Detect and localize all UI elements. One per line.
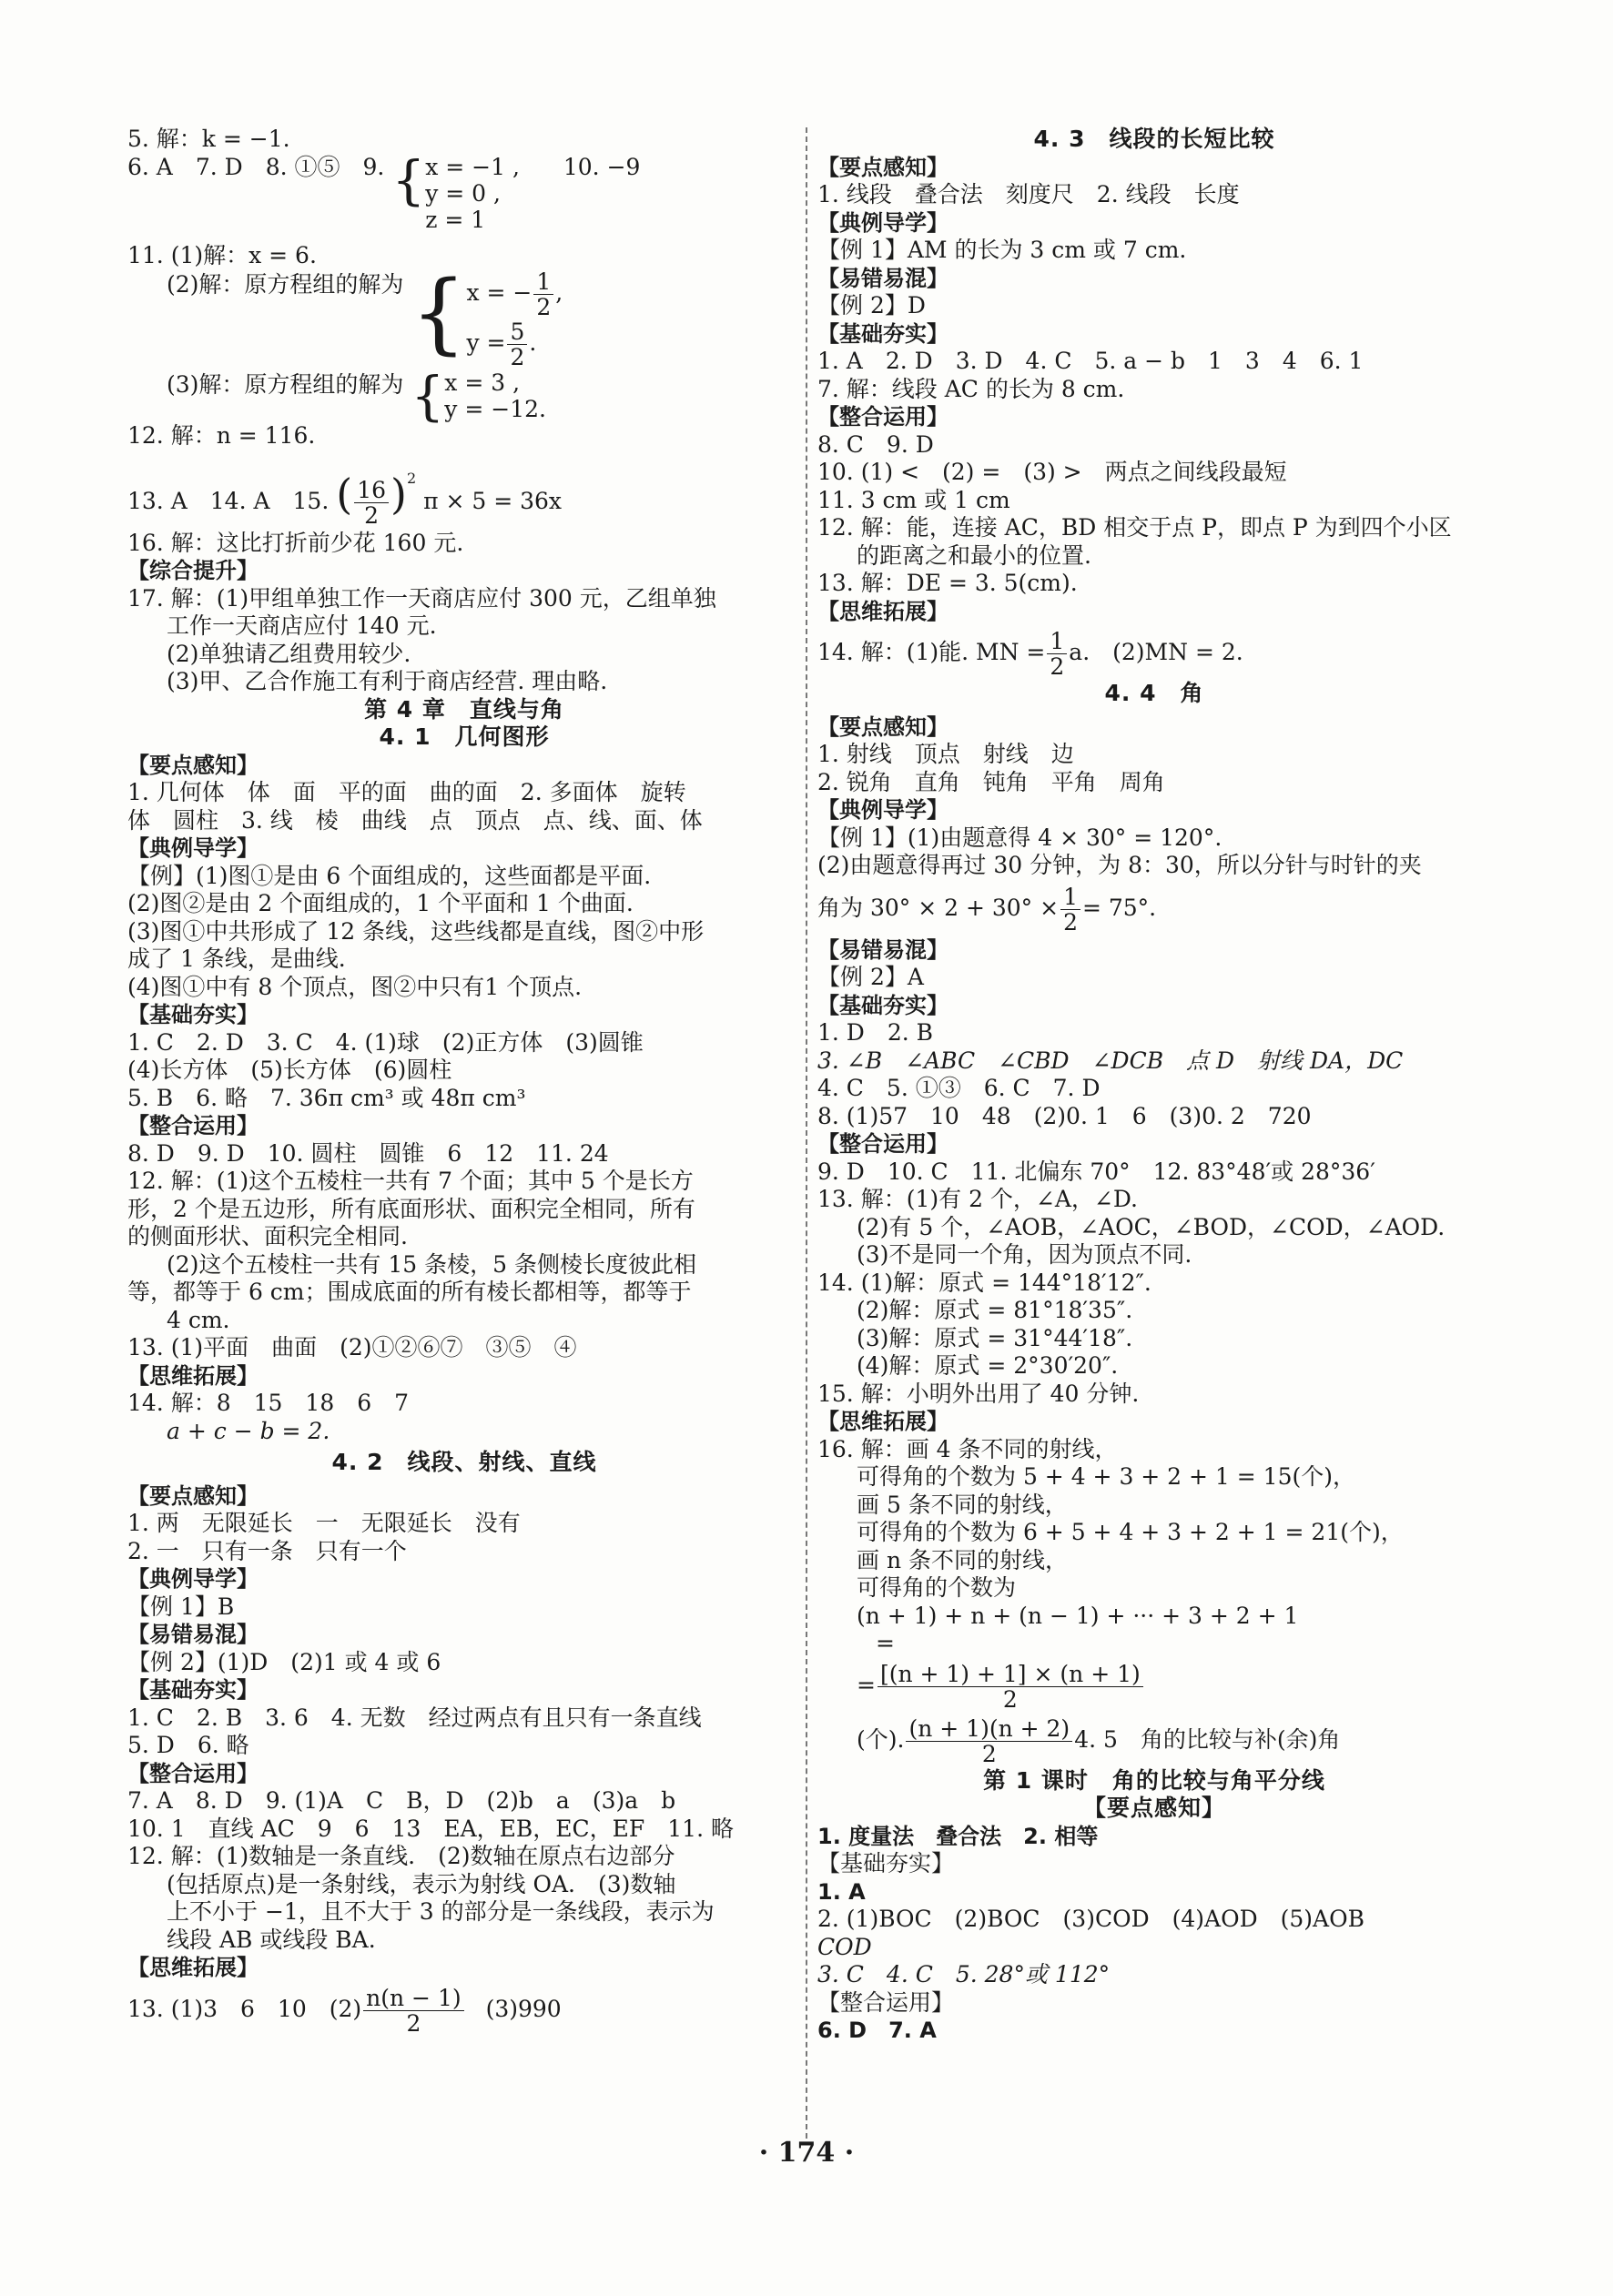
answer-line: 11. 3 cm 或 1 cm: [817, 486, 1010, 513]
section-header: 【整合运用】: [127, 1113, 259, 1138]
answer-line: (4)解：原式 = 2°30′20″.: [857, 1352, 1119, 1379]
answer-line: 1. 两 无限延长 一 无限延长 没有: [127, 1510, 521, 1536]
answer-line: 15. 解：小明外出用了 40 分钟.: [817, 1380, 1140, 1407]
answer-line: 4 cm.: [167, 1306, 230, 1333]
lesson-subtitle: 【要点感知】: [1082, 1795, 1225, 1821]
answer-line: 13. (1)平面 曲面 (2)①②⑥⑦ ③⑤ ④: [127, 1334, 577, 1360]
page-number: · 174 ·: [758, 2137, 855, 2169]
section-header: 【要点感知】: [817, 713, 949, 740]
section-header: 【易错易混】: [127, 1622, 259, 1647]
fraction: $\frac{[(n + 1) + 1] \times (n + 1)}{2}$: [878, 1662, 1143, 1712]
section-header: 【基础夯实】: [127, 1677, 259, 1703]
answer-line-q13: 13. (1)3 6 10 (2) $\frac{n(n - 1)}{2}$ (3)990: [127, 1984, 562, 2037]
section-header: 【要点感知】: [127, 1482, 259, 1509]
answer-line: 可得角的个数为: [857, 1574, 1017, 1601]
section-header: 【思维拓展】: [127, 1362, 259, 1389]
answer-line: (4)长方体 (5)长方体 (6)圆柱: [127, 1057, 452, 1083]
answer-line-ex1: 角为 30° × 2 + 30° × $\frac{1}{2}$ = 75°.: [817, 883, 1157, 936]
answer-line: 【例 2】A: [817, 964, 924, 990]
answer-line: 【例 1】B: [127, 1593, 235, 1620]
answer-line: 1. 几何体 体 面 平的面 曲的面 2. 多面体 旋转: [127, 779, 686, 805]
answer-line-q11-3: (3)解：原方程组的解为 {x = 3 , y = −12.: [167, 365, 546, 427]
answer-line: 3. ∠B ∠ABC ∠CBD ∠DCB 点 D 射线 DA，DC: [817, 1047, 1404, 1074]
answer-line: 【例 1】AM 的长为 3 cm 或 7 cm.: [817, 237, 1187, 263]
lesson-title: 4. 4 角: [1104, 680, 1204, 706]
answer-line: 1. 射线 顶点 射线 边: [817, 741, 1074, 767]
section-header: 【思维拓展】: [127, 1955, 259, 1980]
section-header: 【整合运用】: [817, 1131, 949, 1157]
section-header: 【基础夯实】: [817, 320, 949, 347]
lesson-title: 4. 1 几何图形: [379, 723, 550, 750]
lesson-title: 4. 2 线段、射线、直线: [331, 1449, 597, 1475]
answer-line: 上不小于 −1，且不大于 3 的部分是一条线段，表示为: [167, 1898, 715, 1925]
answer-line: (3)不是同一个角，因为顶点不同.: [857, 1241, 1192, 1268]
answer-line: 可得角的个数为 5 + 4 + 3 + 2 + 1 = 15(个)，: [857, 1463, 1355, 1490]
section-header: 【思维拓展】: [817, 1409, 949, 1434]
answer-line: 16. 解：这比打折前少花 160 元.: [127, 529, 464, 556]
answer-line: 成了 1 条线，是曲线.: [127, 946, 346, 972]
answer-line: 的距离之和最小的位置.: [857, 541, 1091, 569]
section-header: 【整合运用】: [127, 1760, 259, 1786]
answer-line: 8. (1)57 10 48 (2)0. 1 6 (3)0. 2 720: [817, 1102, 1312, 1129]
answer-line: 13. 解：(1)有 2 个，∠A，∠D.: [817, 1186, 1138, 1212]
answer-line: 的侧面形状、面积完全相同.: [127, 1223, 408, 1249]
section-header: 【要点感知】: [127, 752, 259, 778]
equation-system: x = −1 , y = 0 , z = 1: [425, 153, 520, 233]
answer-line: 可得角的个数为 6 + 5 + 4 + 3 + 2 + 1 = 21(个)，: [857, 1519, 1404, 1545]
answer-line: 【整合运用】: [817, 1988, 955, 2016]
section-header: 【典例导学】: [817, 797, 949, 823]
section-header: 【典例导学】: [817, 209, 949, 236]
answer-line: 形，2 个是五边形，所有底面形状、面积完全相同，所有: [127, 1195, 695, 1222]
answer-line: 13. 解：DE = 3. 5(cm).: [817, 570, 1078, 596]
answer-line: (2)有 5 个，∠AOB，∠AOC，∠BOD，∠COD，∠AOD.: [857, 1213, 1446, 1240]
answer-line: 9. D 10. C 11. 北偏东 70° 12. 83°48′或 28°36′: [817, 1158, 1375, 1185]
answer-line: 【例 1】(1)由题意得 4 × 30° = 120°.: [817, 824, 1222, 851]
answer-line: 1. C 2. B 3. 6 4. 无数 经过两点有且只有一条直线: [127, 1704, 702, 1731]
answer-line: COD: [817, 1933, 872, 1960]
section-header: 【典例导学】: [127, 1566, 259, 1592]
section-header: 6. D 7. A: [817, 2018, 937, 2043]
answer-line: 画 5 条不同的射线，: [857, 1491, 1068, 1518]
brace-icon: {: [411, 365, 445, 427]
answer-line: (3)图①中共形成了 12 条线，这些线都是直线，图②中形: [127, 917, 705, 945]
answer-line: 1. A 2. D 3. D 4. C 5. a − b 1 3 4 6. 1: [817, 348, 1364, 374]
answer-line: 8. D 9. D 10. 圆柱 圆锥 6 12 11. 24: [127, 1139, 609, 1167]
section-header: 【要点感知】: [817, 154, 949, 180]
answer-line: 线段 AB 或线段 BA.: [167, 1926, 376, 1953]
answer-line: =: [876, 1630, 895, 1656]
answer-line: 5. B 6. 略 7. 36π cm³ 或 48π cm³: [127, 1084, 526, 1111]
answer-line: (包括原点)是一条射线，表示为射线 OA. (3)数轴: [167, 1870, 676, 1897]
answer-line: 1. D 2. B: [817, 1019, 934, 1046]
fraction: $\frac{5}{2}$: [507, 319, 527, 369]
right-column: [817, 126, 1491, 2072]
fraction: $\frac{1}{2}$: [1060, 885, 1080, 935]
answer-line-q13-15: 13. A 14. A 15. ( $\frac{16}{2}$ )$^2$ π × 5 = 36x: [127, 469, 563, 529]
answer-line: 2. 锐角 直角 钝角 平角 周角: [817, 768, 1165, 795]
answer-line: 5. 解：k = −1.: [127, 126, 290, 152]
section-header: 1. 度量法 叠合法 2. 相等: [817, 1823, 1099, 1849]
section-header: 【基础夯实】: [817, 992, 949, 1018]
answer-line: 体 圆柱 3. 线 棱 曲线 点 顶点 点、线、面、体: [127, 806, 703, 834]
answer-line: (4)图①中有 8 个顶点，图②中只有1 个顶点.: [127, 973, 583, 1000]
lesson-title: 第 1 课时 角的比较与角平分线: [983, 1766, 1325, 1794]
brace-icon: {: [391, 148, 426, 211]
answer-line: (2)这个五棱柱一共有 15 条棱，5 条侧棱长度彼此相: [167, 1250, 696, 1278]
answer-line: 12. 解：n = 116.: [127, 422, 316, 449]
answer-line: (3)甲、乙合作施工有利于商店经营. 理由略.: [167, 668, 608, 694]
answer-line-q11-2: (2)解：原方程组的解为 {x = − $\frac{1}{2}$ , y = $\frac{5}{2}$ .: [167, 262, 563, 370]
answer-line: 画 n 条不同的射线，: [857, 1546, 1068, 1573]
answer-line: 2. (1)BOC (2)BOC (3)COD (4)AOD (5)AOB: [817, 1906, 1364, 1932]
answer-line: 16. 解：画 4 条不同的射线，: [817, 1435, 1118, 1462]
equation-system: x = − $\frac{1}{2}$ , y = $\frac{5}{2}$ .: [466, 268, 563, 370]
answer-line: 12. 解：(1)这个五棱柱一共有 7 个面；其中 5 个是长方: [127, 1168, 694, 1194]
answer-line: 【例】(1)图①是由 6 个面组成的，这些面都是平面.: [127, 862, 652, 889]
answer-line: 12. 解：能，连接 AC，BD 相交于点 P，即点 P 为到四个小区: [817, 514, 1452, 541]
answer-line: 14. 解：8 15 18 6 7: [127, 1390, 410, 1416]
answer-line: 5. D 6. 略: [127, 1732, 249, 1758]
answer-line-q6-10: 6. A 7. D 8. ①⑤ 9. {x = −1 , y = 0 , z = 1 10. −9: [127, 148, 641, 233]
fraction: $\frac{n(n - 1)}{2}$: [363, 1986, 463, 2036]
section-header: 【基础夯实】: [127, 1002, 259, 1027]
answer-line: 10. (1) < (2) = (3) > 两点之间线段最短: [817, 459, 1287, 485]
answer-line: (n + 1) + n + (n − 1) + ··· + 3 + 2 + 1: [857, 1602, 1299, 1629]
section-header: 1. A: [817, 1878, 866, 1905]
left-column: [127, 126, 801, 2037]
answer-line: (2)单独请乙组费用较少.: [167, 640, 411, 667]
answer-line: (2)由题意得再过 30 分钟，为 8：30，所以分针与时针的夹: [817, 852, 1422, 878]
section-header: 【思维拓展】: [817, 598, 949, 624]
section-header: 【综合提升】: [127, 558, 259, 583]
answer-line: 4. C 5. ①③ 6. C 7. D: [817, 1075, 1101, 1101]
answer-line: (2)解：原式 = 81°18′35″.: [857, 1297, 1133, 1323]
answer-line: 等，都等于 6 cm；围成底面的所有棱长都相等，都等于: [127, 1279, 692, 1305]
answer-line: 3. C 4. C 5. 28°或 112°: [817, 1961, 1111, 1988]
section-header: 【易错易混】: [817, 265, 949, 291]
answer-line: 【例 2】D: [817, 292, 926, 319]
answer-line: 7. A 8. D 9. (1)A C B，D (2)b a (3)a b: [127, 1787, 676, 1814]
answer-line: 7. 解：线段 AC 的长为 8 cm.: [817, 375, 1125, 402]
answer-line: 1. C 2. D 3. C 4. (1)球 (2)正方体 (3)圆锥: [127, 1028, 644, 1056]
answer-line: (2)图②是由 2 个面组成的，1 个平面和 1 个曲面.: [127, 890, 634, 916]
answer-line: 11. (1)解：x = 6.: [127, 241, 317, 268]
answer-line: 10. 1 直线 AC 9 6 13 EA，EB，EC，EF 11. 略: [127, 1815, 734, 1842]
answer-line-q16-f2: (个). $\frac{(n + 1)(n + 2)}{2}$ 4. 5 角的比较与补(余)角: [857, 1714, 1341, 1767]
equation-system: x = 3 , y = −12.: [444, 369, 546, 422]
answer-line: 【基础夯实】: [817, 1850, 955, 1876]
fraction: $\frac{16}{2}$: [354, 478, 389, 528]
answer-line: 17. 解：(1)甲组单独工作一天商店应付 300 元，乙组单独: [127, 584, 716, 612]
answer-line-q14: 14. 解：(1)能. MN = $\frac{1}{2}$ a. (2)MN = 2.: [817, 628, 1243, 680]
answer-line-q16-f1: = $\frac{[(n + 1) + 1] \times (n + 1)}{2}$: [817, 1658, 1491, 1713]
answer-line: 2. 一 只有一条 只有一个: [127, 1537, 407, 1564]
answer-line: 14. (1)解：原式 = 144°18′12″.: [817, 1269, 1151, 1296]
fraction: $\frac{(n + 1)(n + 2)}{2}$: [906, 1716, 1072, 1766]
section-header: 【易错易混】: [817, 936, 949, 963]
answer-line: 12. 解：(1)数轴是一条直线. (2)数轴在原点右边部分: [127, 1843, 675, 1869]
answer-line: a + c − b = 2.: [167, 1417, 330, 1444]
section-header: 【整合运用】: [817, 404, 949, 430]
chapter-title: 第 4 章 直线与角: [364, 695, 564, 723]
section-header: 【典例导学】: [127, 835, 259, 861]
answer-line: 【例 2】(1)D (2)1 或 4 或 6: [127, 1648, 441, 1675]
answer-line: [817, 2045, 1491, 2073]
fraction: $\frac{1}{2}$: [533, 269, 553, 319]
fraction: $\frac{1}{2}$: [1047, 629, 1067, 679]
column-divider: [806, 127, 807, 2139]
brace-icon: {: [411, 262, 467, 364]
answer-line: 1. 线段 叠合法 刻度尺 2. 线段 长度: [817, 181, 1240, 207]
answer-line: (3)解：原式 = 31°44′18″.: [857, 1324, 1133, 1351]
lesson-title: 4. 3 线段的长短比较: [1033, 126, 1275, 152]
answer-line: 工作一天商店应付 140 元.: [167, 612, 437, 639]
answer-line: 8. C 9. D: [817, 430, 934, 458]
